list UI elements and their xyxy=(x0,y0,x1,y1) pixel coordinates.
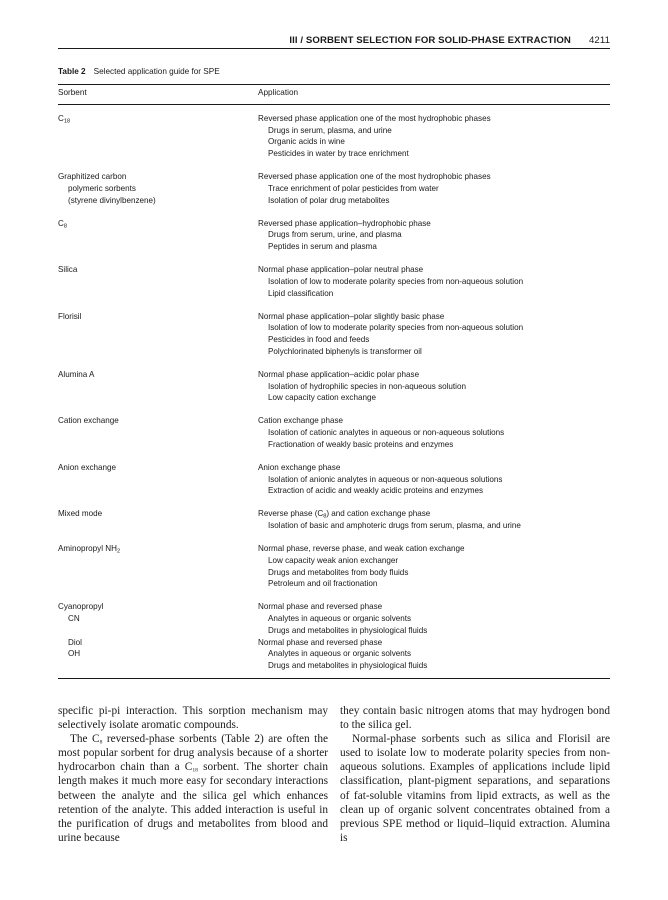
application-cell xyxy=(258,113,610,160)
application-phase: Normal phase and reversed phase xyxy=(258,602,383,612)
application-cell xyxy=(258,462,610,497)
application-cell xyxy=(258,543,610,590)
sorbent-cell xyxy=(58,543,258,590)
left-column xyxy=(58,704,328,845)
sorbent-subtype: CN xyxy=(68,614,80,624)
application-phase: Reverse phase $(C_8)$ and cation exchange phase xyxy=(258,509,431,520)
table-row xyxy=(58,415,610,450)
application-detail: Isolation of hydrophilic species in non-aqueous solution xyxy=(268,381,466,391)
sorbent-subtype: OH xyxy=(68,649,81,659)
table-row xyxy=(58,462,610,497)
sorbent-name: $C_8$ xyxy=(58,218,67,230)
application-cell xyxy=(258,601,610,671)
application-phase: Normal phase and reversed phase xyxy=(258,637,383,647)
sorbent-name: Silica xyxy=(58,265,78,275)
application-detail: Drugs in serum, plasma, and urine xyxy=(268,125,392,135)
sorbent-name: Alumina A xyxy=(58,369,95,379)
sorbent-cell xyxy=(58,369,258,404)
column-header-sorbent: Sorbent xyxy=(58,88,87,97)
table-row xyxy=(58,264,610,299)
sorbent-name: $C_{18}$ xyxy=(58,114,71,125)
paragraph: they contain basic nitrogen atoms that may hydrogen bond to the silica gel. xyxy=(340,705,610,732)
sorbent-cell xyxy=(58,462,258,497)
application-phase: Reversed phase application one of the most hydrophobic phases xyxy=(258,114,491,123)
application-detail: Isolation of anionic analytes in aqueous or non-aqueous solutions xyxy=(268,474,503,484)
application-phase: Cation exchange phase xyxy=(258,416,344,426)
sorbent-cell xyxy=(58,601,258,671)
sorbent-subtype: (styrene divinylbenzene) xyxy=(68,195,156,205)
table-row xyxy=(58,218,610,253)
table-bottom-rule xyxy=(58,678,610,679)
table-row xyxy=(58,171,610,206)
sorbent-name: Aminopropyl $NH_2$ xyxy=(58,544,121,555)
application-detail: Petroleum and oil fractionation xyxy=(268,579,378,589)
application-cell xyxy=(258,264,610,299)
sorbent-name: Cyanopropyl xyxy=(58,602,104,612)
column-header-application: Application xyxy=(258,88,299,97)
application-cell xyxy=(258,311,610,358)
application-cell xyxy=(258,171,610,206)
sorbent-cell xyxy=(58,311,258,358)
paragraph: Normal-phase sorbents such as silica and Florisil are used to isolate low to moderate polarity species from non-aqueous solutions. Examples of applications include lipid classification, plant-pigment separations, and separations of fat-soluble vitamins from lipid extracts, as well as the clean up of organic solvent concentrates obtained from a previous SPE method or liquid–liquid extraction. Alumina is xyxy=(340,733,610,844)
application-detail: Low capacity weak anion exchanger xyxy=(268,555,399,565)
application-cell xyxy=(258,218,610,253)
application-detail: Isolation of cationic analytes in aqueous or non-aqueous solutions xyxy=(268,428,505,438)
header-rule xyxy=(58,48,610,49)
application-detail: Isolation of basic and amphoteric drugs from serum, plasma, and urine xyxy=(268,521,521,531)
sorbent-name: Anion exchange xyxy=(58,462,117,472)
application-phase: Normal phase application–acidic polar phase xyxy=(258,369,420,379)
table-header-rule xyxy=(58,104,610,105)
application-detail: Pesticides in water by trace enrichment xyxy=(268,149,409,159)
application-detail: Analytes in aqueous or organic solvents xyxy=(268,614,412,624)
table-row xyxy=(58,369,610,404)
application-phase: Anion exchange phase xyxy=(258,462,341,472)
application-detail: Drugs from serum, urine, and plasma xyxy=(268,230,402,240)
table-row xyxy=(58,508,610,531)
sorbent-spacer xyxy=(58,625,258,637)
application-detail: Pesticides in food and feeds xyxy=(268,335,370,345)
running-head xyxy=(58,33,610,47)
running-head-title: III / SORBENT SELECTION FOR SOLID-PHASE EXTRACTION xyxy=(289,34,571,46)
page-number: 4211 xyxy=(588,34,610,46)
sorbent-name: Cation exchange xyxy=(58,416,119,426)
application-detail: Trace enrichment of polar pesticides from water xyxy=(268,183,439,193)
sorbent-cell xyxy=(58,171,258,206)
sorbent-cell xyxy=(58,113,258,160)
application-phase: Reversed phase application–hydrophobic phase xyxy=(258,218,431,228)
application-detail: Lipid classification xyxy=(268,288,334,298)
application-cell xyxy=(258,415,610,450)
sorbent-cell xyxy=(58,508,258,531)
application-detail: Fractionation of weakly basic proteins and enzymes xyxy=(268,439,454,449)
sorbent-cell xyxy=(58,264,258,299)
application-detail: Drugs and metabolites in physiological fluids xyxy=(268,660,428,670)
application-detail: Low capacity cation exchange xyxy=(268,393,376,403)
application-detail: Isolation of polar drug metabolites xyxy=(268,195,390,205)
table-body xyxy=(58,113,610,683)
application-cell xyxy=(258,369,610,404)
sorbent-name: Graphitized carbon xyxy=(58,172,127,182)
application-phase: Reversed phase application one of the most hydrophobic phases xyxy=(258,172,491,182)
sorbent-subtype: Diol xyxy=(68,637,82,647)
paragraph: The $C_8$ reversed-phase sorbents (Table 2) are often the most popular sorbent for drug analysis because of a shorter hydrocarbon chain than a $C_{18}$ sorbent. The shorter chain length makes it much more easy for secondary interactions between the analyte and the silica gel which enhances retention of the analyte. This added interaction is useful in the purification of drugs and metabolites from blood and urine because xyxy=(58,733,328,844)
sorbent-name: Florisil xyxy=(58,311,82,321)
sorbent-cell xyxy=(58,415,258,450)
application-detail: Drugs and metabolites in physiological fluids xyxy=(268,625,428,635)
application-detail: Drugs and metabolites from body fluids xyxy=(268,567,409,577)
application-detail: Analytes in aqueous or organic solvents xyxy=(268,649,412,659)
application-detail: Organic acids in wine xyxy=(268,137,345,147)
sorbent-name: Mixed mode xyxy=(58,509,103,519)
application-detail: Isolation of low to moderate polarity species from non-aqueous solution xyxy=(268,276,524,286)
table-row xyxy=(58,311,610,358)
application-phase: Normal phase application–polar neutral phase xyxy=(258,265,424,275)
application-detail: Peptides in serum and plasma xyxy=(268,242,377,252)
application-detail: Extraction of acidic and weakly acidic proteins and enzymes xyxy=(268,486,484,496)
sorbent-subtype: polymeric sorbents xyxy=(68,183,136,193)
application-phase: Normal phase application–polar slightly basic phase xyxy=(258,311,445,321)
table-caption-label: Table 2 xyxy=(58,67,86,76)
application-phase: Normal phase, reverse phase, and weak cation exchange xyxy=(258,544,465,554)
application-detail: Isolation of low to moderate polarity species from non-aqueous solution xyxy=(268,323,524,333)
sorbent-cell xyxy=(58,218,258,253)
application-cell xyxy=(258,508,610,531)
table-caption xyxy=(58,67,220,79)
right-column xyxy=(340,704,610,845)
application-detail: Polychlorinated biphenyls is transformer oil xyxy=(268,346,422,356)
paragraph: specific pi-pi interaction. This sorption mechanism may selectively isolate aromatic compounds. xyxy=(58,705,328,732)
table-row xyxy=(58,543,610,590)
table-row xyxy=(58,601,610,671)
table-row xyxy=(58,113,610,160)
table-caption-text: Selected application guide for SPE xyxy=(93,67,220,76)
table-top-rule xyxy=(58,84,610,85)
body-text xyxy=(58,704,610,845)
